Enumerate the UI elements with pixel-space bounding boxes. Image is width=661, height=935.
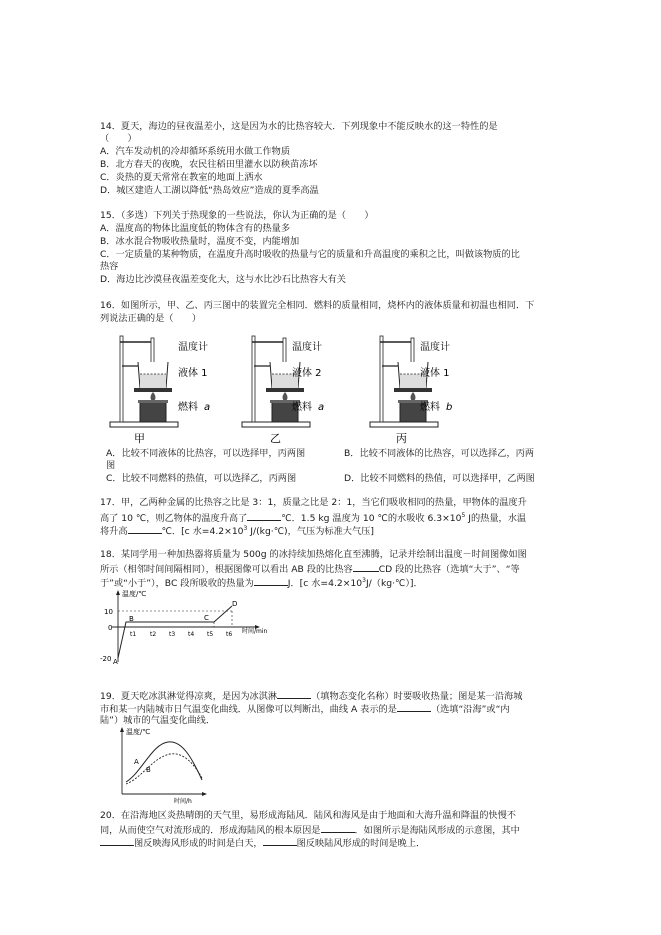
- caption-jia: 甲: [134, 432, 145, 445]
- q16-stem-line1: 16．如图所示，甲、乙、丙三图中的装置完全相同．燃料的质量相同，烧杯内的液体质量和初温也相同．下: [100, 300, 535, 311]
- q18-line2: 所示（相邻时间间隔相同），根据图像可以看出 AB 段的比热容 CD 段的比热容（选填“大于”、“等: [100, 564, 520, 575]
- caption-bing: 丙: [396, 432, 407, 445]
- caption-yi: 乙: [270, 432, 281, 445]
- x-tick-t3: t3: [169, 631, 176, 638]
- point-a: A: [113, 658, 118, 666]
- curve-a-label: A: [134, 758, 139, 766]
- fuel-label: 燃料: [292, 402, 312, 413]
- q19-line1: 19．夏天吃冰淇淋觉得凉爽，是因为冰淇淋 （填物态变化名称）时要吸收热量；图是某一沿海城: [100, 691, 523, 702]
- x-tick-t1: t1: [130, 631, 137, 638]
- q20-blank-3[interactable]: [263, 836, 297, 846]
- liquid-label: 液体 1: [178, 368, 208, 379]
- thermometer-label: 温度计: [178, 342, 208, 353]
- y-tick-10: 10: [104, 608, 113, 616]
- y-axis-label: 温度/℃: [122, 590, 147, 598]
- q14-stem: 14．夏天，海边的昼夜温差小，这是因为水的比热容较大．下列现象中不能反映水的这一特性的是: [100, 121, 498, 132]
- q19-blank-2[interactable]: [397, 702, 431, 712]
- q16-option-a: A．比较不同液体的比热容，可以选择甲，丙两图: [106, 448, 306, 459]
- q19-daily-temperature-graph: [112, 724, 212, 804]
- curve-b-label: B: [146, 766, 151, 774]
- q17-line3: 将升高 ℃．[c 水$=4.2\times 10^3$ J/(kg·℃)，气压为标准大气压]: [100, 525, 374, 538]
- fuel-label: 燃料: [178, 402, 198, 413]
- liquid-label: 液体 1: [420, 368, 450, 379]
- x-tick-t4: t4: [188, 631, 195, 638]
- q19-line2: 市和某一内陆城市日气温变化曲线．从图像可以判断出，曲线 A 表示的是 （选填“沿海”或“内: [100, 704, 510, 715]
- q16-option-d: D．比较不同燃料的热值，可以选择甲，乙两图: [344, 473, 535, 484]
- apparatus-bing: [370, 336, 452, 445]
- q18-line1: 18．某同学用一种加热器将质量为 500g 的冰持续加热熔化直至沸腾，记录并绘制出温度－时间图像如图: [100, 549, 527, 560]
- q14-option-a: A．汽车发动机的冷却循环系统用水做工作物质: [100, 146, 291, 157]
- q18-blank-2[interactable]: [254, 576, 288, 586]
- q16-option-b-cont: 图: [106, 460, 116, 471]
- fuel-letter: a: [204, 402, 211, 413]
- point-d: D: [232, 600, 238, 608]
- q17-blank-1[interactable]: [247, 511, 281, 521]
- q15-option-b: B．冰水混合物吸收热量时，温度不变，内能增加: [100, 236, 300, 247]
- q14-paren: （ ）: [100, 133, 137, 144]
- q16-stem-line2: 列说法正确的是（ ）: [100, 313, 202, 324]
- q20-blank-1[interactable]: [321, 823, 355, 833]
- q19-line3: 陆”）城市的气温变化曲线．: [100, 715, 216, 726]
- x-tick-t6: t6: [226, 631, 233, 638]
- q15-option-d: D．海边比沙漠昼夜温差变化大，这与水比沙石比热容大有关: [100, 274, 346, 285]
- q15-option-a: A．温度高的物体比温度低的物体含有的热量多: [100, 223, 291, 234]
- q18-temperature-time-graph: [98, 588, 278, 668]
- q15-option-c: C．一定质量的某种物质，在温度升高时吸收的热量与它的质量和升高温度的乘积之比，叫做该物质的比: [100, 249, 520, 260]
- fuel-letter: a: [318, 402, 325, 413]
- q19-blank-1[interactable]: [277, 689, 311, 699]
- point-c: C: [204, 614, 209, 622]
- q16-option-b: B．比较不同液体的比热容，可以选择乙，丙两: [344, 448, 535, 459]
- y-axis-label: 温度/℃: [126, 728, 151, 736]
- fuel-letter: b: [446, 402, 453, 413]
- q17-blank-2[interactable]: [128, 524, 162, 534]
- y-tick-minus20: -20: [100, 655, 112, 663]
- point-b: B: [129, 615, 134, 623]
- apparatus-yi: [242, 336, 324, 445]
- q17-line2: 高了 10 ℃，则乙物体的温度升高了 ℃．1.5 kg 温度为 10 ℃的水吸收 $6.3\times 10^5$ J的热量，水温: [100, 512, 527, 525]
- q20-blank-2[interactable]: [100, 836, 134, 846]
- thermometer-label: 温度计: [292, 342, 322, 353]
- fuel-label: 燃料: [420, 402, 440, 413]
- q16-option-c: C．比较不同燃料的热值，可以选择乙，丙两图: [106, 473, 297, 484]
- thermometer-label: 温度计: [420, 342, 450, 353]
- q20-line1: 20．在沿海地区炎热晴朗的天气里，易形成海陆风．陆风和海风是由于地面和大海升温和降温的快慢不: [100, 810, 516, 821]
- q20-line3: 图反映海风形成的时间是白天， 图反映陆风形成的时间是晚上．: [100, 836, 425, 849]
- q15-stem: 15．（多选）下列关于热现象的一些说法，你认为正确的是（ ）: [100, 210, 374, 221]
- q14-option-d: D．城区建造人工湖以降低“热岛效应”造成的夏季高温: [100, 185, 319, 196]
- x-tick-t5: t5: [207, 631, 214, 638]
- liquid-label: 液体 2: [292, 368, 322, 379]
- x-axis-label: 时间/h: [174, 798, 192, 804]
- x-axis-label: 时间/min: [242, 628, 268, 635]
- x-tick-t2: t2: [150, 631, 157, 638]
- q16-apparatus-figures: [100, 326, 560, 446]
- apparatus-jia: [110, 336, 210, 445]
- q14-option-b: B．北方春天的夜晚，农民往稻田里灌水以防秧苗冻坏: [100, 159, 318, 170]
- q15-option-c-cont: 热容: [100, 261, 119, 272]
- q20-line2: 同，从而使空气对流形成的．形成海陆风的根本原因是 ．如图所示是海陆风形成的示意图，其中: [100, 825, 520, 836]
- q17-line1: 17．甲，乙两种金属的比热容之比是 3：1，质量之比是 2：1，当它们吸收相同的热量，甲物体的温度升: [100, 497, 527, 508]
- q14-option-c: C．炎热的夏天常常在教室的地面上洒水: [100, 172, 263, 183]
- y-tick-0: 0: [108, 624, 113, 632]
- q18-blank-1[interactable]: [353, 562, 379, 572]
- q18-line3: 于”或“小于”），BC 段所吸收的热量为 J．[c 水$=4.2\times 10^3J/(kg\cdot℃)$]．: [100, 577, 423, 590]
